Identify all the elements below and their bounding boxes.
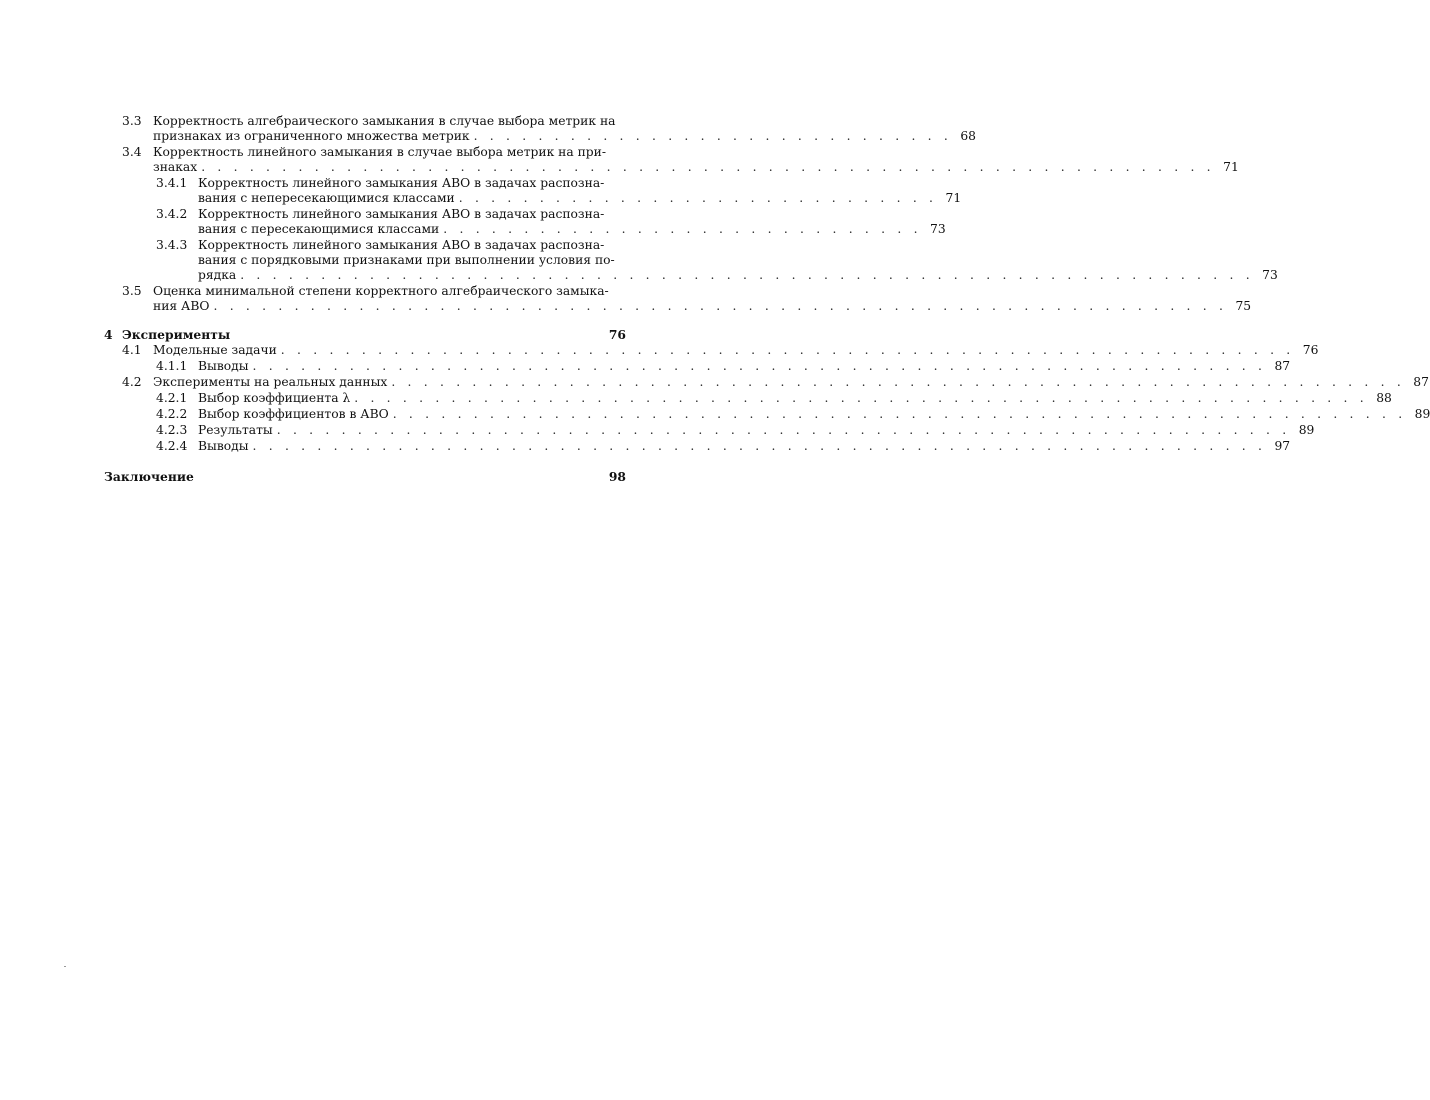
section-number: 3.4 — [122, 145, 142, 159]
dot-leader: . . . . . . . . . . . . . . . . . . . . . . . . . . . . . . . . . . . . . . . . . . . . . . . . . . . . . . . . . . . . . . . — [392, 407, 1407, 421]
toc-entry-4-1[interactable] — [104, 343, 1319, 358]
dot-leader: . . . . . . . . . . . . . . . . . . . . . . . . . . . . . . . . . . . . . . . . . . . . . . . . . . . . . . . . . . . . . . . — [201, 160, 1215, 174]
entry-title-line: Корректность линейного замыкания АВО в задачах распозна- — [198, 238, 605, 252]
page-number: 89 — [1298, 423, 1315, 437]
page-number: 73 — [1262, 268, 1278, 282]
page-number: 98 — [608, 469, 626, 484]
dot-leader: . . . . . . . . . . . . . . . . . . . . . . . . . . . . . . . . . . . . . . . . . . . . . . . . . . . . . . . . . . . . . . . — [240, 268, 1254, 282]
dot-leader: . . . . . . . . . . . . . . . . . . . . . . . . . . . . . . . . . . . . . . . . . . . . . . . . . . . . . . . . . . . . . . . — [252, 359, 1267, 373]
toc-entry-4-2-1[interactable] — [104, 391, 1392, 406]
entry-title: Результаты — [198, 423, 273, 437]
section-number: 4.2.4 — [156, 439, 188, 453]
toc-entry-4-2-2[interactable] — [104, 407, 1430, 422]
section-number: 4.1 — [122, 343, 142, 357]
section-number: 4.2 — [122, 375, 142, 389]
entry-title-line: рядка — [198, 268, 237, 282]
dot-leader: . . . . . . . . . . . . . . . . . . . . . . . . . . . . . . . . . . . . . . . . . . . . . . . . . . . . . . . . . . . . . . . — [280, 343, 1295, 357]
toc-entry-3-3[interactable] — [104, 114, 976, 144]
entry-title: Выводы — [198, 439, 249, 453]
section-number: 3.4.1 — [156, 176, 188, 190]
dot-leader: . . . . . . . . . . . . . . . . . . . . . . . . . . . . . . . . . . . . . . . . . . . . . . . . . . . . . . . . . . . . . . . — [252, 439, 1267, 453]
page-number: 76 — [1302, 343, 1319, 357]
chapter-title: Эксперименты — [122, 327, 231, 342]
table-of-contents — [104, 114, 1430, 485]
toc-entry-3-4-1[interactable] — [104, 176, 962, 206]
toc-entry-3-4[interactable] — [104, 145, 1239, 175]
entry-title: Выводы — [198, 359, 249, 373]
entry-title: Выбор коэффициента λ — [198, 391, 351, 405]
page-number: 87 — [1274, 359, 1291, 373]
entry-title-line: Корректность линейного замыкания в случае выбора метрик на при- — [153, 145, 607, 159]
entry-title: Эксперименты на реальных данных — [153, 375, 388, 389]
entry-title-line: Корректность линейного замыкания АВО в задачах распозна- — [198, 207, 605, 221]
dot-leader: . . . . . . . . . . . . . . . . . . . . . . . . . . . . . . — [473, 129, 952, 143]
scan-speck — [64, 966, 66, 967]
section-number: 3.4.2 — [156, 207, 188, 221]
section-number: 4.2.3 — [156, 423, 188, 437]
section-number: 3.5 — [122, 284, 142, 298]
toc-entry-4-2[interactable] — [104, 375, 1429, 390]
toc-entry-3-4-2[interactable] — [104, 207, 946, 237]
section-number: 4.2.1 — [156, 391, 188, 405]
toc-entry-3-5[interactable] — [104, 284, 1252, 314]
entry-title-line: ния АВО — [153, 299, 210, 313]
dot-leader: . . . . . . . . . . . . . . . . . . . . . . . . . . . . . . — [443, 222, 922, 236]
entry-title: Модельные задачи — [153, 343, 277, 357]
dot-leader: . . . . . . . . . . . . . . . . . . . . . . . . . . . . . . . . . . . . . . . . . . . . . . . . . . . . . . . . . . . . . . . — [391, 375, 1405, 389]
entry-title: Выбор коэффициентов в АВО — [198, 407, 389, 421]
conclusion-title: Заключение — [104, 469, 194, 484]
toc-chapter-4[interactable] — [104, 327, 626, 342]
page-number: 97 — [1274, 439, 1291, 453]
toc-entry-3-4-3[interactable] — [104, 238, 1278, 283]
page-number: 71 — [1223, 160, 1239, 174]
section-number: 4.1.1 — [156, 359, 188, 373]
entry-title-line: вания с порядковыми признаками при выполнении условия по- — [198, 253, 615, 267]
page-number: 68 — [960, 129, 976, 143]
entry-title-line: вания с непересекающимися классами — [198, 191, 455, 205]
chapter-number: 4 — [104, 327, 113, 342]
dot-leader: . . . . . . . . . . . . . . . . . . . . . . . . . . . . . . . . . . . . . . . . . . . . . . . . . . . . . . . . . . . . . . . — [213, 299, 1228, 313]
section-number: 4.2.2 — [156, 407, 188, 421]
page-number: 76 — [608, 327, 626, 342]
section-number: 3.4.3 — [156, 238, 188, 252]
section-number: 3.3 — [122, 114, 142, 128]
toc-entry-4-2-4[interactable] — [104, 439, 1291, 454]
entry-title-line: знаках — [153, 160, 198, 174]
dot-leader: . . . . . . . . . . . . . . . . . . . . . . . . . . . . . . . . . . . . . . . . . . . . . . . . . . . . . . . . . . . . . . . — [276, 423, 1291, 437]
page-number: 73 — [930, 222, 946, 236]
page-number: 87 — [1413, 375, 1429, 389]
dot-leader: . . . . . . . . . . . . . . . . . . . . . . . . . . . . . . . . . . . . . . . . . . . . . . . . . . . . . . . . . . . . . . . — [354, 391, 1368, 405]
toc-entry-4-2-3[interactable] — [104, 423, 1315, 438]
toc-entry-4-1-1[interactable] — [104, 359, 1291, 374]
page-number: 89 — [1414, 407, 1430, 421]
entry-title-line: вания с пересекающимися классами — [198, 222, 440, 236]
entry-title-line: признаках из ограниченного множества метрик — [153, 129, 470, 143]
page-number: 88 — [1376, 391, 1392, 405]
page-number: 71 — [945, 191, 962, 205]
entry-title-line: Корректность линейного замыкания АВО в задачах распозна- — [198, 176, 605, 190]
toc-conclusion[interactable] — [104, 469, 626, 484]
entry-title-line: Корректность алгебраического замыкания в случае выбора метрик на — [153, 114, 616, 128]
page-number: 75 — [1235, 299, 1252, 313]
dot-leader: . . . . . . . . . . . . . . . . . . . . . . . . . . . . . . — [458, 191, 938, 205]
entry-title-line: Оценка минимальной степени корректного алгебраического замыка- — [153, 284, 609, 298]
